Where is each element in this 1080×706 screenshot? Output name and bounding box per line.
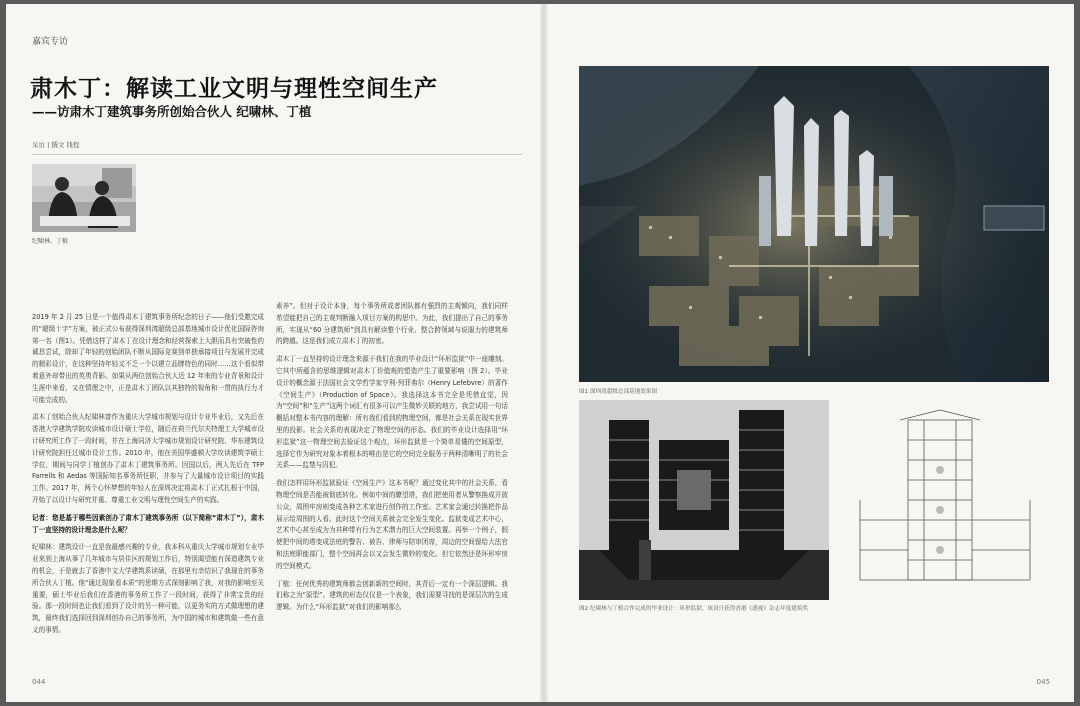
model-photo bbox=[579, 400, 829, 600]
figure-2-caption: 图2 纪啸林与丁植合作完成的毕业设计：环形监狱。该设计获得香港《透视》杂志年度建筑奖 bbox=[579, 606, 809, 612]
byline: 采访 | 撰文 钱程 bbox=[32, 141, 80, 149]
section-drawing bbox=[840, 400, 1049, 600]
paragraph: 素养”。但对于设计本身，每个事务所或者团队都有强烈的主观倾向，我们同样希望能把自己的主观判断融入项目方案的构思中。为此，我们提出了自己的事务所，实现从“60 分建筑师”到具有解读整个行业、整合跨领域与说服力的建筑师的跨越。这是我们成立肃木丁的初衷。 bbox=[276, 302, 508, 346]
portrait-photo bbox=[32, 164, 136, 232]
article-subtitle: ——访肃木丁建筑事务所创始合伙人 纪啸林、丁植 bbox=[32, 104, 312, 119]
aerial-night-render bbox=[579, 66, 1049, 382]
paragraph: 肃木丁一直坚持的设计理念来源于我们在我的毕业设计“环形监狱”中一座雕刻。它其中所蕴含的思维逻辑对肃木丁价值观的塑造产生了重要影响（图 2）。毕业设计的概念源于法国社会文学哲学家亨利·列菲弗尔（Henry Lefebvre）的著作《空间生产》（Production of Space）。我选择这本书完全是凭借直觉，因为“空间”和“生产”这两个词汇有很多可以产生微妙关联的地方，我尝试用一句话概括对整本书内容的理解：所有我们看到的物理空间，都是社会关系在现实世界里的投影。社会关系的表现决定了物理空间的形态。我们的毕业设计选择用“环形监狱”这一物理空间去验证这个观点，环形监狱是一个简单易懂的空间原型，选择它作为研究对象本着根本的唯由是它的空间完全服务于两种清晰明了的社会关系——监禁与囚犯。 bbox=[276, 355, 508, 470]
paragraph: 肃木丁创始合伙人纪啸林曾作为重庆大学城市规划与设计专业毕业后，又先后在香港大学建筑学院攻读城市设计硕士学位，随后在荷兰代尔夫特理工大学城市设计研究所工作了一段时间，并在上海同济大学城市规划设计研究院、华东建筑设计研究院担任过城市设计工作。2010 年，他在美国华盛顿大学攻读建筑学硕士学位，期间与同学丁植创办了肃木丁建筑事务所。回国以后，两人先后在 TFP Farrells 和 Aedas 等国际知名事务所任职，并参与了大量城市设计项目的实践工作。2017 年，两个心怀梦想的年轻人在深圳决定将肃木丁正式扎根于中国，开始了以设计与研究并重、尊重工业文明与理性空间生产的实践。 bbox=[32, 413, 264, 504]
paragraph: 纪啸林：建筑设计一直是我最感兴趣的专业，我本科从重庆大学城市规划专业毕业来到上海从事了几年城市与居住区的规划工作后，特别渴望能有深造建筑专业的机会，于是就去了香港中文大学建筑系读硕，在那里有幸结识了我现在的事务所合伙人丁植。他“通过现象看本质”的思维方式深刻影响了我，对我的影响至关重要，硕士毕业后我们在香港的事务所工作了一段时间，获得了非常宝贵的经验。那一段时间也让我们看到了设计的另一种可能，以更务实的方式做理想的建筑，最终我们选择回到深圳创办自己的事务所，为中国的城市和建筑做一些有意义的事情。 bbox=[32, 543, 264, 634]
divider bbox=[32, 154, 522, 155]
magazine-spread bbox=[6, 4, 1074, 702]
page-number-left: 044 bbox=[32, 678, 46, 686]
text-column-2 bbox=[276, 301, 508, 620]
portrait-caption: 纪啸林、丁植 bbox=[32, 238, 69, 245]
paragraph: 丁植：任何优秀的建筑师都会创新新的空间时，其背后一定有一个深层逻辑。我们称之为“原型”。建筑的形态仅仅是一个表象，我们需要寻找的是深层次的生成逻辑。为什么“环形监狱”对我们的影响那么 bbox=[276, 579, 508, 612]
text-column-1 bbox=[32, 312, 264, 643]
paragraph: 2019 年 2 月 25 日是一个值得肃木丁建筑事务所纪念的日子——他们受邀完成的“超级十字”方案，被正式公布获得深圳湾超级总部基地城市设计优化国际咨询第一名（图1）。凭借这样了肃木丁在设计理念和经营探索上大胆而具有突破性的诚恳尝试，除却了年轻的创始团队不断从国际竞赛到单独承接项目与发展并完成的精彩设计，在这种坚持年轻又不乏一个以建立品牌特色的同时……这个看似带着意外却带出的英勇背影。如果从两位创始合伙人近 12 年来的专业背景和设计生涯中来看，又在情理之中，正是肃木丁团队以其独特的视角和一贯的执行力才可能完成的。 bbox=[32, 313, 264, 404]
page-number-right: 045 bbox=[1036, 678, 1050, 686]
paragraph: 我们怎样用环形监狱验证《空间生产》这本书呢？通过变化其中的社会关系，看物理空间是否能被彻底转化。例如中间的瞭望塔，我们把使用者从警察换成开放公众，周围牢房则变成各种艺术家进行创作的工作室。艺术家会通过转换把作品展示给周围的人看。此时这个空间关系就会完全发生变化。监狱变成艺术中心，艺术中心甚至成为为其种带有行为艺术潜力的巨大空间装置。再举一个例子，假使把中间的塔变成法庭的警告、被告、律师与陪审团席，周边的空间留给大法官和法庭职能部门，整个空间再会以又会发生微妙的变化。但它依然还是环形牢房的空间模式。 bbox=[276, 479, 508, 570]
interview-question: 记者：您是基于哪些因素创办了肃木丁建筑事务所（以下简称“肃木丁”），肃木丁一直坚持的设计理念是什么呢？ bbox=[32, 513, 264, 534]
figure-1-caption: 图1 深圳湾超级总部基地效果图 bbox=[579, 389, 658, 395]
article-title: 肃木丁：解读工业文明与理性空间生产 bbox=[30, 76, 438, 102]
section-label: 嘉宾专访 bbox=[32, 37, 69, 47]
